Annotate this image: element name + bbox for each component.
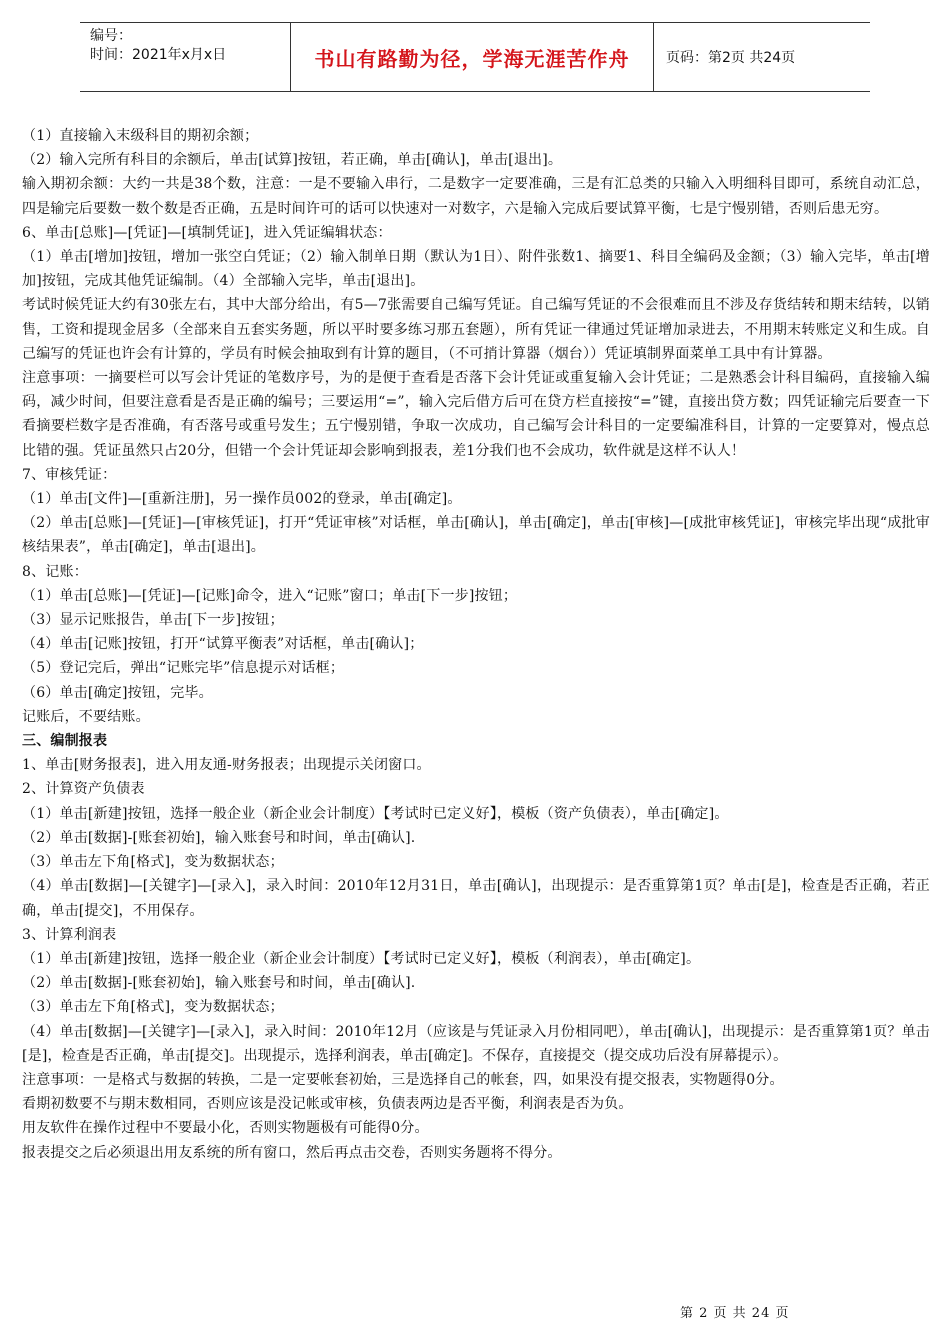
section-heading: 三、编制报表 — [22, 733, 108, 750]
body-paragraph: （3）单击左下角[格式]，变为数据状态； — [22, 999, 284, 1016]
document-number-label: 编号： — [90, 28, 132, 44]
body-paragraph: 考试时候凭证大约有30张左右，其中大部分给出，有5—7张需要自己编写凭证。自己编写凭证的不会很难而且不涉及存货结转和期末结转，以销售，工资和提现金居多（全部来自五套实务题，所以平时要多练习那五套题），所有凭证一律通过凭证增加录进去，不用期末转账定义和生成。自己编写的凭证也许会有计算的，学员有时候会抽取到有计算的题目，（不可捎计算器（烟台））凭证填制界面菜单工具中有计算器。 — [22, 297, 931, 362]
body-paragraph: （2）单击[总账]—[凭证]—[审核凭证]，打开“凭证审核”对话框，单击[确认]，单击[确定]，单击[审核]—[成批审核凭证]，审核完毕出现“成批审核结果表”，单击[确定]，单击[退出]。 — [22, 515, 930, 556]
page-footer: 第 2 页 共 24 页 — [680, 1306, 790, 1321]
body-paragraph: 报表提交之后必须退出用友系统的所有窗口，然后再点击交卷，否则实务题将不得分。 — [22, 1144, 562, 1161]
body-paragraph: （1）单击[新建]按钮，选择一般企业（新企业会计制度）【考试时已定义好】，模板（资产负债表），单击[确定]。 — [22, 805, 729, 822]
body-paragraph: 注意事项：一是格式与数据的转换，二是一定要帐套初始，三是选择自己的帐套，四，如果没有提交报表，实物题得0分。 — [22, 1071, 784, 1088]
body-paragraph: 看期初数要不与期末数相同，否则应该是没记帐或审核，负债表两边是否平衡，利润表是否为负。 — [22, 1096, 633, 1113]
body-paragraph: （1）单击[增加]按钮，增加一张空白凭证；（2）输入制单日期（默认为1日）、附件张数1、摘要1、科目全编码及金额；（3）输入完毕，单击[增加]按钮，完成其他凭证编制。（4）全部输入完毕，单击[退出]。 — [22, 249, 930, 290]
body-paragraph: （4）单击[记账]按钮，打开“试算平衡表”对话框，单击[确认]； — [22, 636, 424, 653]
body-paragraph: 记账后，不要结账。 — [22, 708, 150, 725]
body-paragraph: 输入期初余额：大约一共是38个数，注意：一是不要输入串行，二是数字一定要准确，三是有汇总类的只输入入明细科目即可，系统自动汇总，四是输完后要数一数个数是否正确，五是时间许可的话可以快速对一对数字，六是输入完成后要试算平衡，七是宁慢别错，否则后患无穷。 — [22, 176, 930, 217]
body-paragraph: （5）登记完后，弹出“记账完毕”信息提示对话框； — [22, 660, 345, 677]
body-paragraph: （2）单击[数据]-[账套初始]，输入账套号和时间，单击[确认]. — [22, 975, 416, 992]
header-page-info: 页码：第2页 共24页 — [666, 50, 796, 66]
header-motto: 书山有路勤为径，学海无涯苦作舟 — [290, 23, 654, 91]
body-paragraph: （4）单击[数据]—[关键字]—[录入]，录入时间：2010年12月31日，单击[确认]，出现提示：是否重算第1页？单击[是]，检查是否正确，若正确，单击[提交]，不用保存。 — [22, 878, 930, 919]
body-paragraph: 2、计算资产负债表 — [22, 781, 145, 798]
body-paragraph: 6、单击[总账]—[凭证]—[填制凭证]，进入凭证编辑状态： — [22, 224, 392, 241]
body-paragraph: 用友软件在操作过程中不要最小化，否则实物题极有可能得0分。 — [22, 1120, 429, 1137]
body-paragraph: 3、计算利润表 — [22, 926, 117, 943]
page-header — [80, 22, 870, 92]
body-paragraph: （2）单击[数据]-[账套初始]，输入账套号和时间，单击[确认]. — [22, 829, 416, 846]
body-paragraph: （3）单击左下角[格式]，变为数据状态； — [22, 854, 284, 871]
header-meta — [80, 23, 290, 91]
body-paragraph: （1）单击[总账]—[凭证]—[记账]命令，进入“记账”窗口；单击[下一步]按钮； — [22, 587, 518, 604]
body-paragraph: （1）直接输入末级科目的期初余额； — [22, 128, 259, 144]
body-paragraph: （4）单击[数据]—[关键字]—[录入]，录入时间：2010年12月（应该是与凭证录入月份相同吧），单击[确认]，出现提示：是否重算第1页？单击[是]，检查是否正确，单击[提交]。出现提示，选择利润表，单击[确定]。不保存，直接提交（提交成功后没有屏幕提示）。 — [22, 1023, 930, 1064]
body-paragraph: （6）单击[确定]按钮，完毕。 — [22, 684, 213, 701]
document-body — [22, 124, 930, 1165]
body-paragraph: 注意事项：一摘要栏可以写会计凭证的笔数序号，为的是便于查看是否落下会计凭证或重复输入会计凭证；二是熟悉会计科目编码，直接输入编码，减少时间，但要注意看是否是正确的编号；三要运用“=”，输入完后借方后可在贷方栏直接按“=”键，直接出贷方数；四凭证输完后要查一下看摘要栏数字是否准确，有否落号或重号发生；五宁慢别错，争取一次成功，自己编写会计科目的一定要编准科目，计算的一定要算对，慢点总比错的强。凭证虽然只占20分，但错一个会计凭证却会影响到报表，差1分我们也不会成功，软件就是这样不认人！ — [22, 370, 930, 459]
body-paragraph: （1）单击[文件]—[重新注册]，另一操作员002的登录，单击[确定]。 — [22, 491, 462, 508]
body-paragraph: 7、审核凭证： — [22, 466, 117, 483]
body-paragraph: （2）输入完所有科目的余额后，单击[试算]按钮，若正确，单击[确认]，单击[退出]。 — [22, 152, 563, 169]
body-paragraph: 8、记账： — [22, 563, 88, 580]
body-paragraph: （3）显示记账报告，单击[下一步]按钮； — [22, 612, 284, 629]
document-time: 时间：2021年x月x日 — [90, 47, 227, 63]
body-paragraph: 1、单击[财务报表]，进入用友通-财务报表；出现提示关闭窗口。 — [22, 757, 431, 774]
body-paragraph: （1）单击[新建]按钮，选择一般企业（新企业会计制度）【考试时已定义好】，模板（利润表），单击[确定]。 — [22, 950, 701, 967]
